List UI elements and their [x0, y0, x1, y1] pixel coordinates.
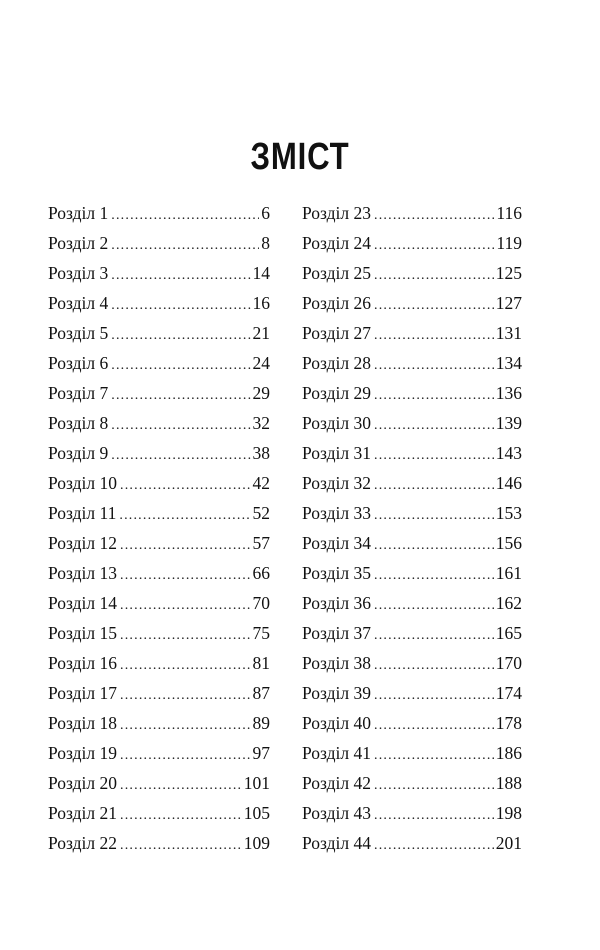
toc-entry-label: Розділ 8 — [48, 413, 109, 433]
toc-dot-leader — [120, 681, 250, 711]
toc-entry — [302, 738, 522, 768]
toc-entry — [48, 228, 270, 258]
toc-entry-page: 174 — [495, 683, 522, 703]
toc-entry-page: 42 — [252, 473, 270, 493]
toc-dot-leader — [111, 291, 250, 321]
toc-entry-page: 156 — [495, 533, 522, 553]
toc-entry-page: 153 — [495, 503, 522, 523]
toc-entry-label: Розділ 24 — [302, 233, 372, 253]
toc-entry — [48, 198, 270, 228]
toc-entry-page: 188 — [495, 773, 522, 793]
toc-entry — [48, 648, 270, 678]
toc-dot-leader — [111, 351, 250, 381]
toc-entry — [302, 348, 522, 378]
toc-entry-label: Розділ 4 — [48, 293, 109, 313]
toc-entry — [48, 588, 270, 618]
toc-entry-page: 136 — [495, 383, 522, 403]
toc-dot-leader — [120, 771, 242, 801]
toc-dot-leader — [120, 471, 250, 501]
toc-dot-leader — [374, 351, 494, 381]
toc-entry-label: Розділ 13 — [48, 563, 118, 583]
toc-entry — [302, 468, 522, 498]
toc-entry-label: Розділ 25 — [302, 263, 372, 283]
toc-dot-leader — [120, 831, 242, 861]
toc-entry-label: Розділ 18 — [48, 713, 118, 733]
toc-dot-leader — [374, 621, 494, 651]
toc-entry — [302, 498, 522, 528]
toc-entry — [302, 708, 522, 738]
toc-entry-page: 101 — [243, 773, 270, 793]
toc-entry — [302, 258, 522, 288]
toc-entry-page: 127 — [495, 293, 522, 313]
toc-dot-leader — [111, 261, 250, 291]
toc-entry-page: 161 — [495, 563, 522, 583]
toc-entry-label: Розділ 30 — [302, 413, 372, 433]
toc-entry-label: Розділ 41 — [302, 743, 372, 763]
toc-dot-leader — [120, 621, 250, 651]
toc-entry-page: 146 — [495, 473, 522, 493]
toc-entry-label: Розділ 33 — [302, 503, 372, 523]
toc-entry — [48, 288, 270, 318]
toc-dot-leader — [374, 291, 494, 321]
toc-dot-leader — [111, 381, 250, 411]
toc-dot-leader — [374, 231, 494, 261]
toc-entry-label: Розділ 19 — [48, 743, 118, 763]
toc-column-right — [302, 198, 522, 858]
toc-entry-page: 134 — [495, 353, 522, 373]
toc-entry-page: 162 — [495, 593, 522, 613]
toc-dot-leader — [111, 411, 250, 441]
toc-entry-page: 21 — [252, 323, 270, 343]
toc-entry-label: Розділ 10 — [48, 473, 118, 493]
toc-entry-label: Розділ 15 — [48, 623, 118, 643]
toc-entry-label: Розділ 29 — [302, 383, 372, 403]
toc-entry — [48, 828, 270, 858]
toc-dot-leader — [111, 201, 259, 231]
toc-column-left — [48, 198, 270, 858]
toc-entry-label: Розділ 43 — [302, 803, 372, 823]
toc-entry-page: 29 — [252, 383, 270, 403]
toc-entry-label: Розділ 35 — [302, 563, 372, 583]
toc-entry-page: 186 — [495, 743, 522, 763]
toc-entry — [48, 498, 270, 528]
toc-entry-page: 105 — [243, 803, 270, 823]
toc-entry-label: Розділ 39 — [302, 683, 372, 703]
toc-dot-leader — [374, 831, 494, 861]
toc-dot-leader — [374, 501, 494, 531]
toc-entry-page: 38 — [252, 443, 270, 463]
toc-entry — [302, 558, 522, 588]
toc-entry-page: 201 — [495, 833, 522, 853]
toc-entry — [48, 528, 270, 558]
toc-entry — [48, 558, 270, 588]
toc-dot-leader — [120, 531, 250, 561]
toc-entry-label: Розділ 31 — [302, 443, 372, 463]
toc-entry-label: Розділ 17 — [48, 683, 118, 703]
toc-entry-page: 52 — [252, 503, 270, 523]
toc-entry-label: Розділ 37 — [302, 623, 372, 643]
toc-entry-label: Розділ 5 — [48, 323, 109, 343]
toc-entry-page: 131 — [495, 323, 522, 343]
toc-entry-page: 87 — [252, 683, 270, 703]
toc-entry — [48, 798, 270, 828]
toc-dot-leader — [374, 771, 494, 801]
toc-entry-page: 198 — [495, 803, 522, 823]
toc-entry-label: Розділ 6 — [48, 353, 109, 373]
toc-entry-label: Розділ 34 — [302, 533, 372, 553]
toc-dot-leader — [374, 801, 494, 831]
toc-dot-leader — [374, 741, 494, 771]
toc-dot-leader — [120, 711, 250, 741]
toc-entry — [302, 648, 522, 678]
toc-dot-leader — [374, 471, 494, 501]
toc-entry-page: 32 — [252, 413, 270, 433]
toc-entry-label: Розділ 7 — [48, 383, 109, 403]
toc-entry-label: Розділ 22 — [48, 833, 118, 853]
toc-entry-page: 57 — [252, 533, 270, 553]
toc-dot-leader — [120, 591, 250, 621]
toc-entry — [302, 408, 522, 438]
toc-entry-page: 143 — [495, 443, 522, 463]
toc-dot-leader — [374, 651, 494, 681]
toc-dot-leader — [111, 441, 250, 471]
toc-entry — [48, 258, 270, 288]
toc-entry — [302, 798, 522, 828]
toc-entry — [302, 198, 522, 228]
toc-dot-leader — [120, 561, 250, 591]
toc-entry-page: 66 — [252, 563, 270, 583]
toc-dot-leader — [120, 651, 250, 681]
toc-dot-leader — [374, 681, 494, 711]
toc-entry-label: Розділ 2 — [48, 233, 109, 253]
toc-entry-label: Розділ 27 — [302, 323, 372, 343]
toc-entry-page: 14 — [252, 263, 270, 283]
toc-entry-label: Розділ 32 — [302, 473, 372, 493]
toc-entry — [48, 378, 270, 408]
toc-entry — [302, 528, 522, 558]
toc-entry-page: 6 — [261, 203, 270, 223]
toc-entry-page: 116 — [496, 203, 522, 223]
toc-entry-label: Розділ 40 — [302, 713, 372, 733]
toc-entry — [48, 408, 270, 438]
toc-entry — [48, 618, 270, 648]
toc-entry — [48, 348, 270, 378]
toc-entry-label: Розділ 9 — [48, 443, 109, 463]
toc-entry — [302, 378, 522, 408]
toc-dot-leader — [374, 441, 494, 471]
toc-entry — [48, 678, 270, 708]
toc-entry-label: Розділ 14 — [48, 593, 118, 613]
toc-dot-leader — [374, 531, 494, 561]
toc-dot-leader — [374, 201, 494, 231]
toc-entry-label: Розділ 16 — [48, 653, 118, 673]
toc-entry-label: Розділ 23 — [302, 203, 372, 223]
toc-entry-label: Розділ 42 — [302, 773, 372, 793]
toc-dot-leader — [374, 261, 494, 291]
toc-entry — [302, 228, 522, 258]
toc-entry — [48, 468, 270, 498]
toc-entry — [302, 768, 522, 798]
toc-entry-label: Розділ 12 — [48, 533, 118, 553]
toc-entry-label: Розділ 11 — [48, 503, 117, 523]
toc-entry-label: Розділ 3 — [48, 263, 109, 283]
toc-entry-label: Розділ 20 — [48, 773, 118, 793]
toc-entry-page: 24 — [252, 353, 270, 373]
toc-entry-page: 170 — [495, 653, 522, 673]
toc-entry — [302, 678, 522, 708]
toc-dot-leader — [374, 711, 494, 741]
toc-dot-leader — [374, 381, 494, 411]
toc-dot-leader — [111, 231, 259, 261]
toc-entry — [48, 438, 270, 468]
toc-entry-page: 70 — [252, 593, 270, 613]
toc-dot-leader — [111, 321, 250, 351]
toc-dot-leader — [374, 321, 494, 351]
toc-entry-page: 139 — [495, 413, 522, 433]
toc-entry — [48, 318, 270, 348]
toc-entry — [302, 288, 522, 318]
toc-entry-label: Розділ 26 — [302, 293, 372, 313]
toc-entry — [48, 738, 270, 768]
toc-entry — [48, 708, 270, 738]
toc-entry-label: Розділ 38 — [302, 653, 372, 673]
toc-entry-label: Розділ 21 — [48, 803, 118, 823]
toc-entry — [302, 318, 522, 348]
toc-entry-page: 165 — [495, 623, 522, 643]
toc-dot-leader — [374, 591, 494, 621]
toc-entry — [302, 618, 522, 648]
toc-entry-page: 178 — [495, 713, 522, 733]
toc-dot-leader — [120, 801, 242, 831]
toc-entry-label: Розділ 36 — [302, 593, 372, 613]
page-title: ЗМІСТ — [250, 136, 350, 178]
toc-entry-label: Розділ 1 — [48, 203, 109, 223]
toc-entry-label: Розділ 28 — [302, 353, 372, 373]
toc-dot-leader — [374, 561, 494, 591]
toc-entry-label: Розділ 44 — [302, 833, 372, 853]
toc-entry-page: 97 — [252, 743, 270, 763]
toc-entry-page: 81 — [252, 653, 270, 673]
toc-entry-page: 8 — [261, 233, 270, 253]
toc-entry — [302, 828, 522, 858]
toc-dot-leader — [120, 741, 250, 771]
toc-entry-page: 119 — [496, 233, 522, 253]
toc-entry — [48, 768, 270, 798]
toc-dot-leader — [374, 411, 494, 441]
toc-entry-page: 125 — [495, 263, 522, 283]
toc-entry-page: 16 — [252, 293, 270, 313]
toc-entry-page: 75 — [252, 623, 270, 643]
toc-dot-leader — [119, 501, 250, 531]
toc-entry-page: 89 — [252, 713, 270, 733]
toc-entry-page: 109 — [243, 833, 270, 853]
toc-entry — [302, 438, 522, 468]
toc-entry — [302, 588, 522, 618]
